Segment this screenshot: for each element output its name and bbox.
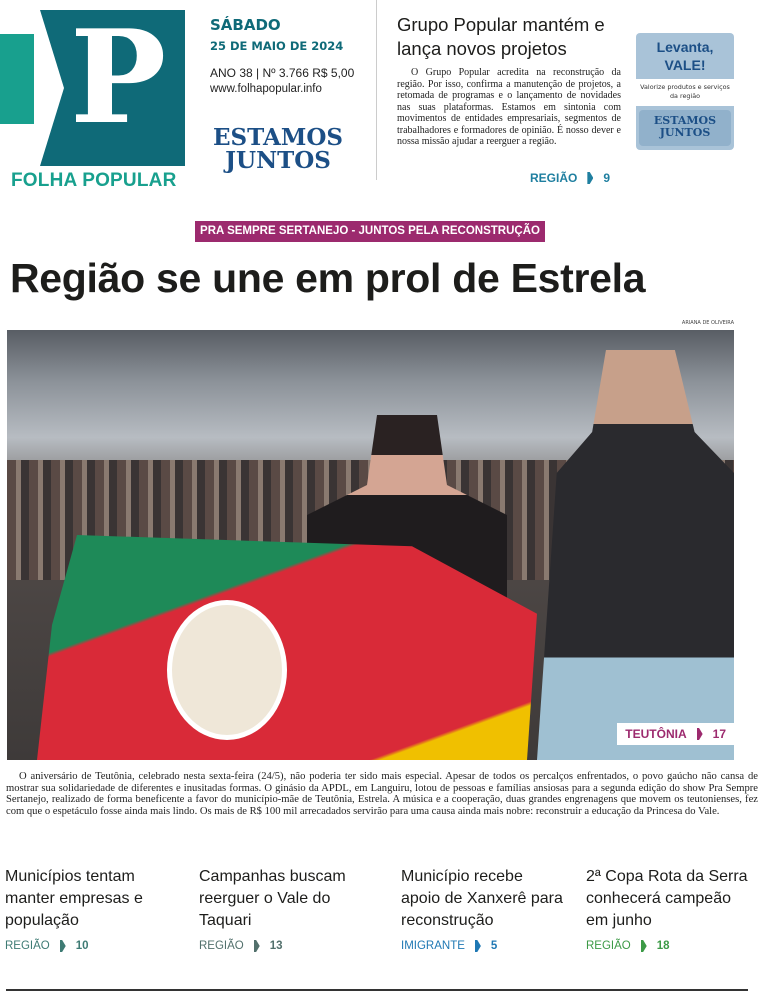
arrow-icon bbox=[254, 940, 260, 952]
page-number: 13 bbox=[269, 940, 283, 952]
teaser[interactable] bbox=[401, 866, 566, 952]
arrow-icon bbox=[697, 728, 703, 740]
campaign-logo-line2: JUNTOS bbox=[225, 147, 331, 174]
main-photo[interactable] bbox=[7, 330, 734, 760]
ad-campaign-line1: ESTAMOS bbox=[653, 114, 717, 127]
arrow-icon bbox=[641, 940, 647, 952]
ad-title-line1: Levanta, bbox=[656, 39, 714, 55]
main-headline[interactable]: Região se une em prol de Estrela bbox=[10, 255, 646, 301]
teaser[interactable] bbox=[199, 866, 371, 952]
bottom-rule bbox=[6, 989, 748, 991]
main-story-page-ref[interactable] bbox=[617, 723, 734, 745]
section-label: REGIÃO bbox=[586, 940, 631, 952]
section-label: REGIÃO bbox=[530, 171, 578, 185]
arrow-icon bbox=[60, 940, 66, 952]
top-story-body: O Grupo Popular acredita na reconstrução da região. Por isso, confirma a manutenção de projetos, a retomada de programas e o lançamento de novidades nas suas plataformas. Estamos em sintonia com movimentos de entidades empresariais, segmentos de trabalhadores e formadores de opinião. É nosso dever e nossa missão ajudar a reerguer a região. bbox=[397, 67, 621, 147]
campaign-logo-line1: ESTAMOS bbox=[213, 124, 343, 151]
photo-credit: ARIANA DE OLIVEIRA bbox=[681, 320, 734, 326]
teaser[interactable] bbox=[586, 866, 751, 952]
teaser-headline: Municípios tentam manter empresas e população bbox=[5, 868, 143, 929]
page-number: 17 bbox=[712, 727, 726, 741]
photo-flag-seal bbox=[167, 600, 287, 740]
ad-title-line2: VALE! bbox=[664, 57, 706, 73]
ad-campaign-line2: JUNTOS bbox=[659, 126, 711, 139]
issue-date: 25 DE MAIO DE 2024 bbox=[210, 39, 344, 53]
section-label: TEUTÔNIA bbox=[625, 727, 687, 741]
page-number: 18 bbox=[656, 940, 670, 952]
top-story-page-ref[interactable] bbox=[530, 171, 610, 185]
column-divider bbox=[376, 0, 377, 180]
arrow-icon bbox=[475, 940, 481, 952]
teaser-headline: Campanhas buscam reerguer o Vale do Taquari bbox=[199, 868, 346, 929]
section-label: IMIGRANTE bbox=[401, 940, 465, 952]
page-number: 5 bbox=[490, 940, 498, 952]
teaser-headline: Município recebe apoio de Xanxerê para reconstrução bbox=[401, 868, 563, 929]
top-story-headline[interactable]: Grupo Popular mantém e lança novos projetos bbox=[397, 14, 605, 59]
page-number: 10 bbox=[75, 940, 89, 952]
teaser-headline: 2ª Copa Rota da Serra conhecerá campeão em junho bbox=[586, 868, 748, 929]
main-story-caption: O aniversário de Teutônia, celebrado nesta sexta-feira (24/5), não poderia ter sido mais especial. Apesar de todos os percalços enfrentados, o povo gaúcho não cansa de mostrar sua solidariedade de diferentes e inusitadas formas. O ginásio da APDL, em Languiru, lotou de pessoas e famílias ansiosas para a segunda edição do show Pra Sempre Sertanejo, realizado de forma beneficente a favor do município-mãe de Teutônia, Estrela. A música e a cooperação, duas grandes engrenagens que movem os teutonienses, fez com que o espetáculo fosse ainda mais lindo. Os mais de R$ 100 mil arrecadados servirão para uma causa ainda mais nobre: reconstruir a educação da Princesa do Vale. bbox=[6, 771, 758, 817]
teaser[interactable] bbox=[5, 866, 177, 952]
logo-letter: P bbox=[70, 3, 167, 153]
section-label: REGIÃO bbox=[199, 940, 244, 952]
ad-subtitle: Valorize produtos e serviços da região bbox=[636, 79, 734, 106]
edition-info: ANO 38 | Nº 3.766 R$ 5,00 bbox=[210, 66, 355, 80]
arrow-icon bbox=[587, 172, 593, 184]
levanta-vale-ad[interactable] bbox=[636, 33, 734, 150]
page-number: 9 bbox=[603, 171, 611, 185]
folha-popular-logo[interactable] bbox=[0, 3, 186, 192]
website-link[interactable]: www.folhapopular.info bbox=[210, 83, 322, 95]
issue-day: SÁBADO bbox=[210, 16, 281, 34]
main-story-kicker: PRA SEMPRE SERTANEJO - JUNTOS PELA RECONSTRUÇÃO bbox=[195, 221, 545, 242]
photo-boy bbox=[537, 350, 734, 760]
newspaper-name: FOLHA POPULAR bbox=[11, 170, 177, 191]
section-label: REGIÃO bbox=[5, 940, 50, 952]
